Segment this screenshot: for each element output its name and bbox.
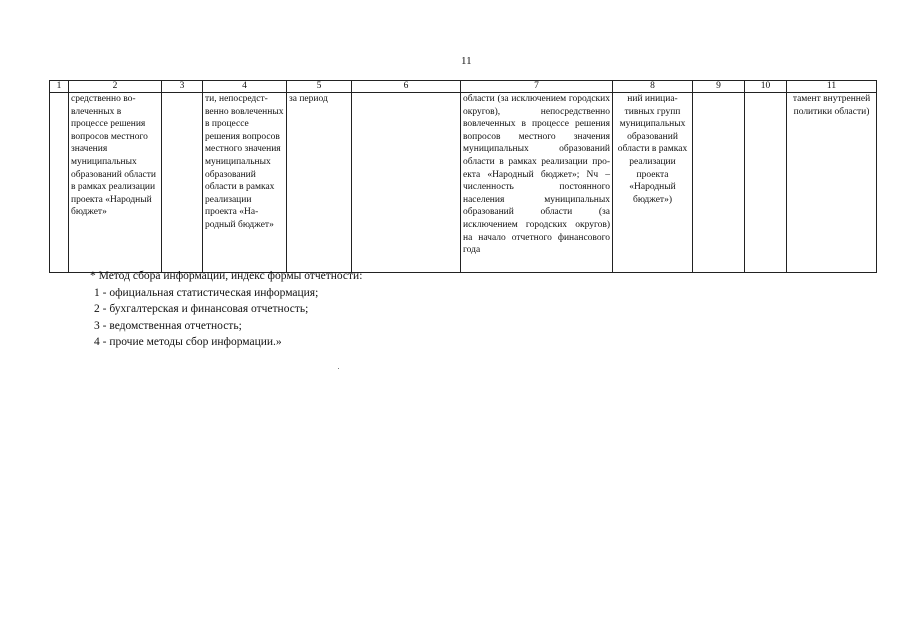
table-row: [50, 93, 877, 273]
col-header-1: 1: [50, 81, 69, 93]
footnote-item: 3 - ведомственная отчетность;: [94, 319, 242, 332]
footnote-item: 2 - бухгалтерская и финансовая отчетность;: [94, 303, 309, 315]
col-header-6: 6: [352, 81, 461, 93]
page-number: 11: [461, 55, 472, 67]
cell-7: области (за исключением городских округов), непосредственно вовлеченных в процессе решения вопросов местного значения муниципальных образований области в рамках реализации проекта «Народный бюджет»; Nч – численность постоянного населения муниципальных образований области (за исключением городских округов) на начало отчетного финансового года: [461, 93, 613, 273]
cell-4: ти, непосредственно вовлеченных в процессе решения вопросов местного значения муниципальных образований области в рамках реализации проекта «Народный бюджет»: [203, 93, 287, 273]
header-row: [50, 81, 877, 93]
col-header-10: 10: [745, 81, 787, 93]
footnote-item: 1 - официальная статистическая информация;: [94, 286, 319, 299]
cell-11: тамент внутренней политики области): [787, 93, 877, 273]
cell-1: [50, 93, 69, 273]
cell-9: [693, 93, 745, 273]
footnotes: [90, 268, 362, 351]
col-header-8: 8: [613, 81, 693, 93]
cell-3: [162, 93, 203, 273]
col-header-11: 11: [787, 81, 877, 93]
footnote-title: * Метод сбора информации, индекс формы отчетности:: [90, 270, 363, 282]
cell-6: [352, 93, 461, 273]
cell-5: за период: [287, 93, 352, 273]
scan-speck: [338, 368, 339, 369]
cell-10: [745, 93, 787, 273]
footnote-item: 4 - прочие методы сбор информации.»: [94, 336, 282, 348]
col-header-3: 3: [162, 81, 203, 93]
col-header-4: 4: [203, 81, 287, 93]
col-header-9: 9: [693, 81, 745, 93]
cell-2: средственно вовлеченных в процессе решения вопросов местного значения муниципальных образований области в рамках реализации проекта «Народный бюджет»: [69, 93, 162, 273]
indicator-table: [49, 80, 877, 273]
col-header-5: 5: [287, 81, 352, 93]
col-header-7: 7: [461, 81, 613, 93]
cell-8: ний инициативных групп муниципальных образований области в рамках реализации проекта «Народный бюджет»): [613, 93, 693, 273]
col-header-2: 2: [69, 81, 162, 93]
